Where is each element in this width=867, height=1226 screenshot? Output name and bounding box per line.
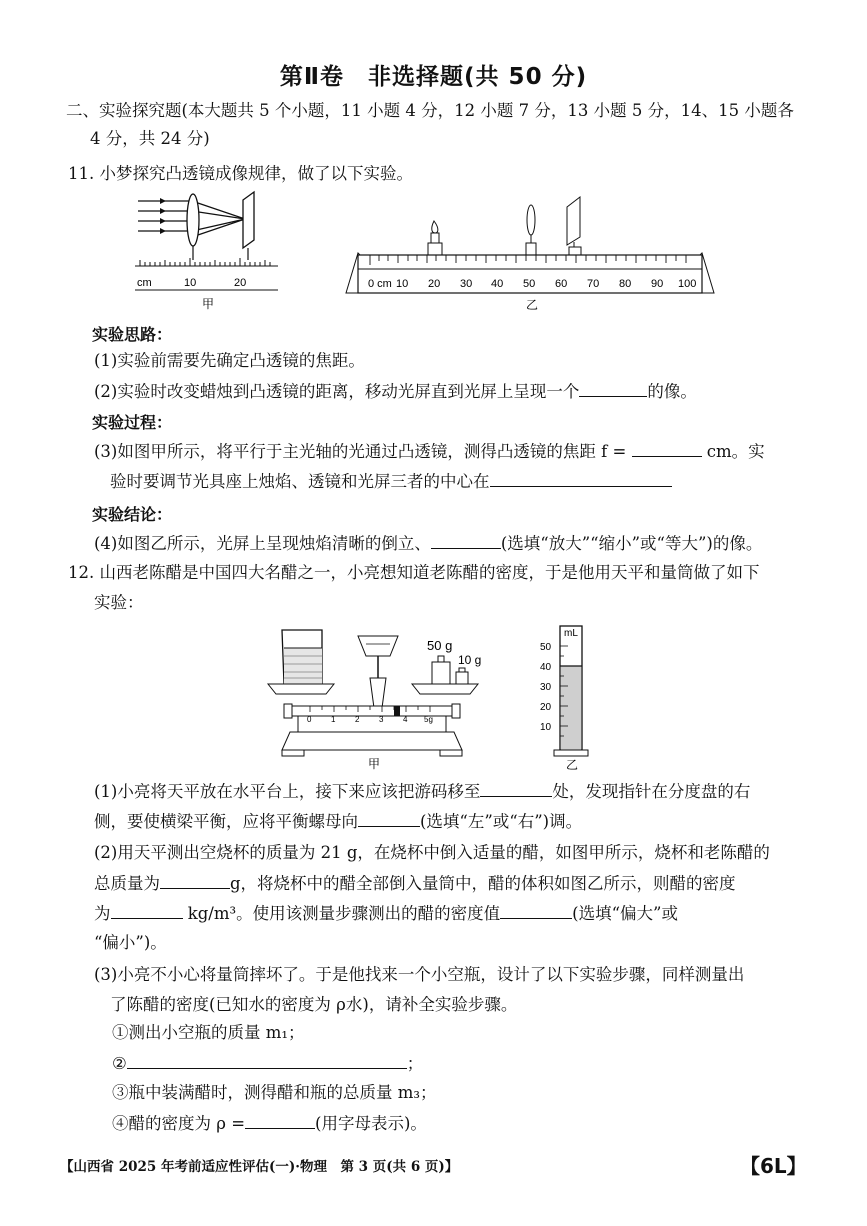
q12-blank-density[interactable]	[111, 902, 183, 919]
q12-step2: ② ；	[112, 1054, 424, 1073]
section-heading-cont: 4 分，共 24 分)	[90, 129, 210, 148]
q11-stem: 11. 小梦探究凸透镜成像规律，做了以下实验。	[68, 164, 413, 183]
q12-part2-cont2: 为 kg/m³。使用该测量步骤测出的醋的密度值 (选填“偏大”或	[94, 904, 678, 923]
weight-50g-label: 50 g	[427, 638, 453, 653]
cylinder-tick-40: 40	[540, 662, 552, 673]
q12-blank-error[interactable]	[500, 902, 572, 919]
ruler-jia-tick-10: 10	[184, 277, 197, 289]
rider	[394, 706, 400, 716]
convex-lens	[187, 194, 199, 246]
q11-blank-image-type[interactable]	[579, 380, 647, 397]
q12-blank-step2[interactable]	[127, 1052, 407, 1069]
beam-scale-1: 1	[331, 715, 336, 724]
cylinder-tick-50: 50	[540, 642, 552, 653]
q12-part3-cont: 了陈醋的密度(已知水的密度为 ρ水)，请补全实验步骤。	[110, 995, 518, 1014]
vinegar-column	[561, 666, 581, 750]
figure-caption-cylinder: 乙	[566, 758, 579, 770]
beam-scale-0: 0	[307, 715, 312, 724]
page-title: 第Ⅱ卷 非选择题(共 50 分)	[279, 64, 588, 90]
q12-step4: ④醋的密度为 ρ = (用字母表示)。	[112, 1114, 427, 1133]
ruler-jia-unit: cm	[137, 277, 152, 289]
q11-part3: (3)如图甲所示，将平行于主光轴的光通过凸透镜，测得凸透镜的焦距 f = cm。实	[94, 442, 765, 461]
q12-step3: ③瓶中装满醋时，测得醋和瓶的总质量 m₃；	[112, 1083, 437, 1102]
bench-tick-60: 60	[555, 278, 568, 290]
beam-scale-5: 5g	[424, 715, 433, 724]
cylinder-tick-30: 30	[540, 682, 552, 693]
q11-part4: (4)如图乙所示，光屏上呈现烛焰清晰的倒立、 (选填“放大”“缩小”或“等大”)的像。	[94, 534, 763, 553]
q11-part2: (2)实验时改变蜡烛到凸透镜的距离，移动光屏直到光屏上呈现一个 的像。	[94, 382, 697, 401]
cylinder-tick-10: 10	[540, 722, 552, 733]
cylinder-tick-20: 20	[540, 702, 552, 713]
q12-part2: (2)用天平测出空烧杯的质量为 21 g，在烧杯中倒入适量的醋，如图甲所示，烧杯和老陈醋的	[94, 843, 770, 862]
q12-blank-rider-position[interactable]	[480, 780, 552, 797]
right-pan	[412, 684, 478, 694]
figure-caption-balance: 甲	[368, 757, 381, 771]
pointer-dial	[358, 636, 398, 656]
balance-base	[282, 732, 462, 750]
beam-scale-4: 4	[403, 715, 408, 724]
q12-figure-balance	[262, 622, 482, 772]
weight-10g	[456, 672, 468, 684]
bench-tick-30: 30	[460, 278, 473, 290]
q12-stem-cont: 实验：	[94, 593, 144, 612]
q11-conclusion-title: 实验结论：	[92, 505, 173, 524]
beaker	[282, 630, 322, 684]
q12-blank-formula[interactable]	[245, 1112, 315, 1129]
left-pan	[268, 684, 334, 694]
q12-part1: (1)小亮将天平放在水平台上，接下来应该把游码移至 处，发现指针在分度盘的右	[94, 782, 751, 801]
ruler-jia	[135, 258, 278, 290]
weight-50g	[432, 662, 450, 684]
bench-tick-80: 80	[619, 278, 632, 290]
paper-code-badge: 【6L】	[740, 1154, 807, 1178]
q11-figure-jia	[130, 190, 290, 312]
q12-part2-cont1: 总质量为 g，将烧杯中的醋全部倒入量筒中，醋的体积如图乙所示，则醋的密度	[94, 874, 736, 893]
bench-tick-70: 70	[587, 278, 600, 290]
q12-blank-total-mass[interactable]	[160, 872, 230, 889]
bench-tick-10: 10	[396, 278, 409, 290]
ray-arrows	[160, 198, 166, 234]
bench-tick-40: 40	[491, 278, 504, 290]
footer-info: 【山西省 2025 年考前适应性评估(一)·物理 第 3 页(共 6 页)】	[60, 1159, 459, 1175]
candle	[428, 221, 442, 255]
section-heading: 二、实验探究题(本大题共 5 个小题，11 小题 4 分，12 小题 7 分，13 小题 5 分，14、15 小题各	[66, 101, 794, 120]
q11-figure-yi	[340, 195, 720, 315]
figure-caption-jia: 甲	[202, 297, 215, 311]
q11-part1: (1)实验前需要先确定凸透镜的焦距。	[94, 351, 365, 370]
q12-part3: (3)小亮不小心将量筒摔坏了。于是他找来一个小空瓶，设计了以下实验步骤，同样测量出	[94, 965, 745, 984]
q12-blank-screw-direction[interactable]	[358, 810, 420, 827]
figure-caption-yi: 乙	[526, 298, 539, 312]
q11-blank-focal-length[interactable]	[632, 440, 702, 457]
screen-on-bench	[567, 197, 581, 255]
q12-part1-cont: 侧，要使横梁平衡，应将平衡螺母向 (选填“左”或“右”)调。	[94, 812, 583, 831]
q12-figure-cylinder	[536, 620, 596, 770]
q11-idea-title: 实验思路：	[92, 325, 173, 344]
light-screen	[243, 192, 254, 248]
beam-scale-3: 3	[379, 715, 384, 724]
q11-part3-cont: 验时要调节光具座上烛焰、透镜和光屏三者的中心在	[110, 470, 672, 493]
lens-on-bench	[526, 205, 536, 255]
beam-scale-2: 2	[355, 715, 360, 724]
q11-blank-center-height[interactable]	[490, 470, 672, 487]
bench-tick-100: 100	[678, 278, 697, 290]
cylinder-unit: mL	[564, 628, 578, 639]
q11-blank-image-size[interactable]	[431, 532, 501, 549]
bench-tick-90: 90	[651, 278, 664, 290]
q11-process-title: 实验过程：	[92, 413, 173, 432]
q12-part2-cont3: “偏小”)。	[94, 933, 167, 952]
weight-10g-label: 10 g	[458, 653, 482, 667]
bench-tick-50: 50	[523, 278, 536, 290]
q12-step1: ①测出小空瓶的质量 m₁；	[112, 1023, 305, 1042]
q12-stem: 12. 山西老陈醋是中国四大名醋之一，小亮想知道老陈醋的密度，于是他用天平和量筒做了如下	[68, 563, 760, 582]
ruler-jia-tick-20: 20	[234, 277, 247, 289]
bench-unit: 0 cm	[368, 278, 392, 290]
bench-tick-20: 20	[428, 278, 441, 290]
